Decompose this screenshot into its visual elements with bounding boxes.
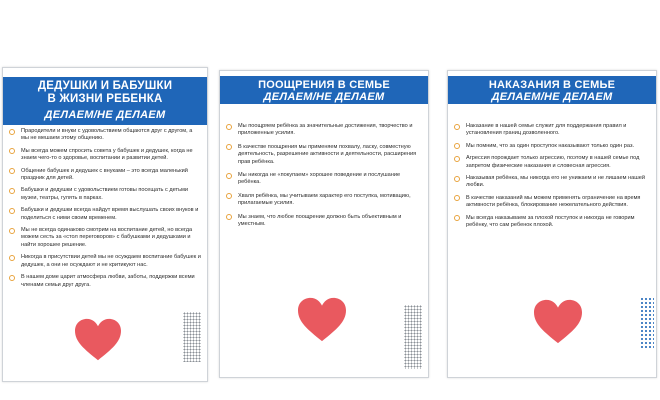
card-title-line2: В ЖИЗНИ РЕБЕНКА	[47, 93, 163, 105]
heart-icon	[298, 297, 346, 343]
card-subtitle: ДЕЛАЕМ/НЕ ДЕЛАЕМ	[44, 109, 166, 121]
list-item: Мы не всегда одинаково смотрим на воспитание детей, но всегда можем сесть за «стол переговоров» с бабушками и дедушками и найти хорошее решение.	[7, 227, 201, 249]
list-item: Мы никогда не «покупаем» хорошее поведение и послушание ребёнка.	[224, 172, 422, 187]
card-grandparents	[2, 67, 208, 382]
list-item: Общение бабушек и дедушек с внуками – это всегда маленький праздник для детей.	[7, 168, 201, 183]
heart-icon	[75, 318, 121, 362]
dot-pattern	[183, 312, 201, 362]
bullet-icon	[454, 215, 460, 221]
item-list	[7, 128, 201, 289]
list-item: Хваля ребёнка, мы учитываем характер его поступка, мотивацию, прилагаемые усилия.	[224, 193, 422, 208]
bullet-icon	[9, 129, 15, 135]
dot-pattern	[404, 305, 422, 369]
item-list	[224, 123, 422, 228]
list-item: Мы знаем, что любое поощрение должно быть объективным и уместным.	[224, 214, 422, 229]
card-title: НАКАЗАНИЯ В СЕМЬЕ	[488, 79, 616, 91]
list-item: Бабушки и дедушки всегда найдут время выслушать своих внуков и поделиться с ними своим временем.	[7, 207, 201, 222]
bullet-icon	[454, 176, 460, 182]
bullet-icon	[226, 193, 232, 199]
list-item: Наказывая ребёнка, мы никогда его не унижаем и не лишаем нашей любви.	[452, 175, 650, 190]
bullet-icon	[9, 208, 15, 214]
card-title: ПООЩРЕНИЯ В СЕМЬЕ	[258, 79, 390, 91]
list-item: Бабушки и дедушки с удовольствием готовы посещать с детьми музеи, театры, гулять в парках.	[7, 187, 201, 202]
card-punishments	[447, 70, 657, 378]
list-item: Мы помним, что за один проступок наказывают только один раз.	[452, 143, 650, 150]
bullet-icon	[226, 124, 232, 130]
bullet-icon	[9, 228, 15, 234]
bullet-icon	[454, 143, 460, 149]
list-item: Прародители и внуки с удовольствием общаются друг с другом, а мы не мешаем этому общению.	[7, 128, 201, 143]
bullet-icon	[9, 168, 15, 174]
item-list	[452, 123, 650, 229]
bullet-icon	[9, 255, 15, 261]
list-item: Мы поощряем ребёнка за значительные достижения, творчество и приложенные усилия.	[224, 123, 422, 138]
list-item: В нашем доме царит атмосфера любви, заботы, поддержки всеми членами семьи друг друга.	[7, 274, 201, 289]
card-subtitle: ДЕЛАЕМ/НЕ ДЕЛАЕМ	[491, 91, 613, 103]
list-item: Мы всегда можем спросить совета у бабушек и дедушек, когда не знаем чего-то о здоровье, воспитании и развитии детей.	[7, 148, 201, 163]
bullet-icon	[226, 214, 232, 220]
card-title-line1: ДЕДУШКИ И БАБУШКИ	[37, 80, 173, 92]
list-item: В качестве поощрения мы применяем похвалу, ласку, совместную деятельность, разрешение активности и деятельности, расширения прав ребёнка.	[224, 144, 422, 166]
bullet-icon	[9, 275, 15, 281]
bullet-icon	[454, 124, 460, 130]
list-item: В качестве наказаний мы можем применять ограничение на время активности ребёнка, блокирование нежелательного действия.	[452, 195, 650, 210]
card-rewards	[219, 70, 429, 378]
bullet-icon	[226, 173, 232, 179]
list-item: Никогда в присутствии детей мы не осуждаем воспитание бабушек и дедушек, а они не осуждают и не критикуют нас.	[7, 254, 201, 269]
card-subtitle: ДЕЛАЕМ/НЕ ДЕЛАЕМ	[263, 91, 385, 103]
bullet-icon	[454, 156, 460, 162]
list-item: Агрессия порождает только агрессию, поэтому в нашей семье под запретом физические наказания и словесная агрессия.	[452, 155, 650, 170]
list-item: Наказание в нашей семье служит для поддержания правил и установления границ дозволенного.	[452, 123, 650, 138]
list-item: Мы всегда наказываем за плохой поступок и никогда не говорим ребёнку, что сам ребенок плохой.	[452, 215, 650, 230]
heart-icon	[534, 299, 582, 345]
bullet-icon	[9, 148, 15, 154]
dot-pattern	[640, 297, 654, 349]
bullet-icon	[9, 188, 15, 194]
bullet-icon	[454, 195, 460, 201]
bullet-icon	[226, 144, 232, 150]
